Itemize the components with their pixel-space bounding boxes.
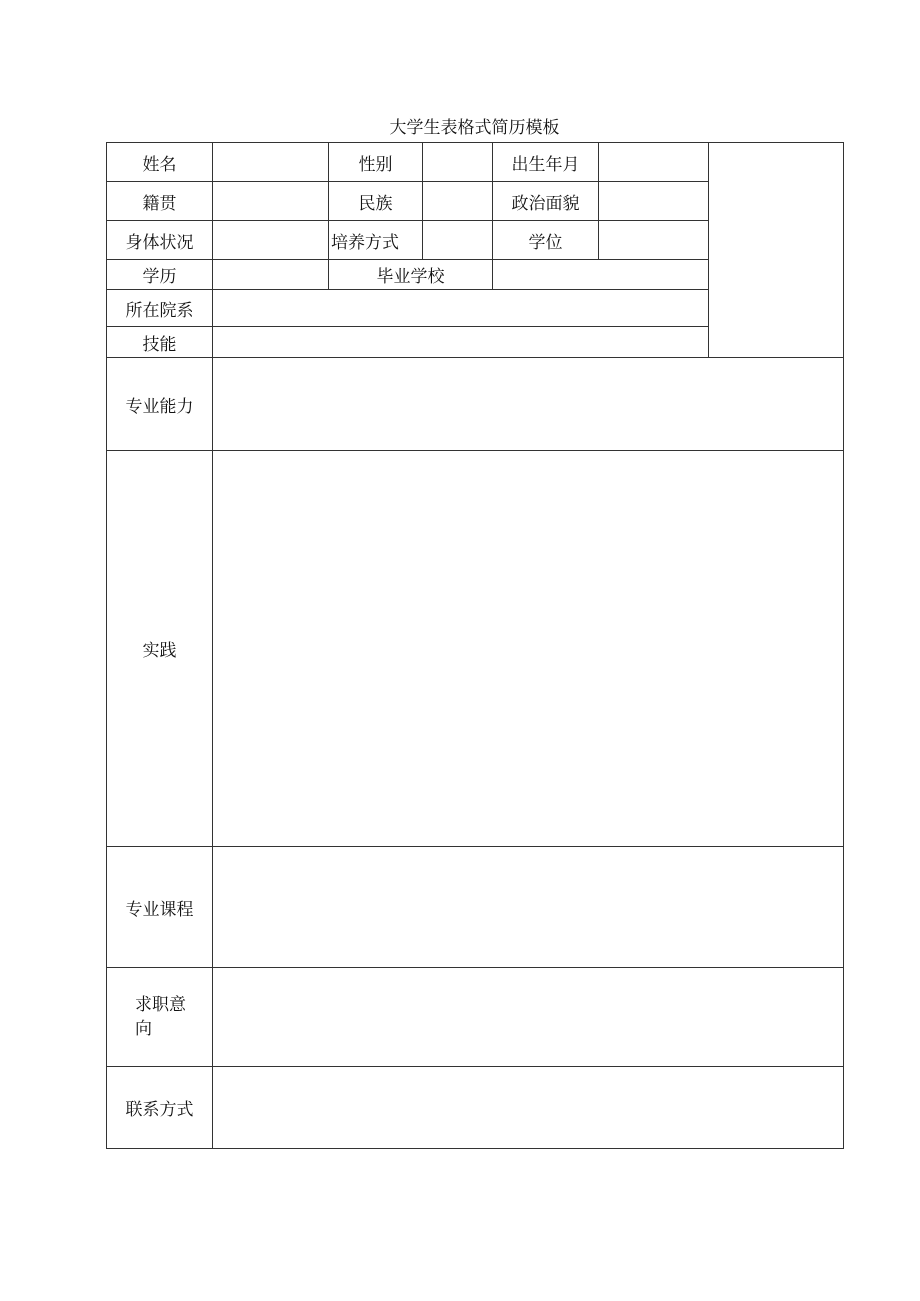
table-row [107,451,844,847]
photo-cell[interactable] [709,143,844,358]
training-mode-value-cell[interactable] [423,221,493,260]
department-label: 所在院系 [107,290,213,327]
degree-label: 学位 [493,221,599,260]
table-row [107,968,844,1067]
ethnicity-value-cell[interactable] [423,182,493,221]
table-row [107,847,844,968]
courses-label: 专业课程 [107,847,213,968]
gender-label: 性别 [329,143,423,182]
job-intention-value-cell[interactable] [213,968,844,1067]
education-value-cell[interactable] [213,260,329,290]
graduate-school-value-cell[interactable] [493,260,709,290]
table-row [107,143,844,182]
department-value-cell[interactable] [213,290,709,327]
resume-table [106,142,844,1149]
practice-value-cell[interactable] [213,451,844,847]
skills-label: 技能 [107,327,213,358]
political-status-label: 政治面貌 [493,182,599,221]
professional-ability-label: 专业能力 [107,358,213,451]
native-place-label: 籍贯 [107,182,213,221]
professional-ability-value-cell[interactable] [213,358,844,451]
political-status-value-cell[interactable] [599,182,709,221]
contact-value-cell[interactable] [213,1067,844,1149]
practice-label: 实践 [107,451,213,847]
health-value-cell[interactable] [213,221,329,260]
name-label: 姓名 [107,143,213,182]
native-place-value-cell[interactable] [213,182,329,221]
degree-value-cell[interactable] [599,221,709,260]
birth-label: 出生年月 [493,143,599,182]
courses-value-cell[interactable] [213,847,844,968]
education-label: 学历 [107,260,213,290]
gender-value-cell[interactable] [423,143,493,182]
document-title: 大学生表格式简历模板 [389,118,560,138]
table-row [107,358,844,451]
ethnicity-label: 民族 [329,182,423,221]
table-row [107,1067,844,1149]
training-mode-label: 培养方式 [329,221,423,260]
health-label: 身体状况 [107,221,213,260]
graduate-school-label: 毕业学校 [329,260,493,290]
name-value-cell[interactable] [213,143,329,182]
skills-value-cell[interactable] [213,327,709,358]
job-intention-label: 求职意向 [107,968,213,1067]
birth-value-cell[interactable] [599,143,709,182]
contact-label: 联系方式 [107,1067,213,1149]
